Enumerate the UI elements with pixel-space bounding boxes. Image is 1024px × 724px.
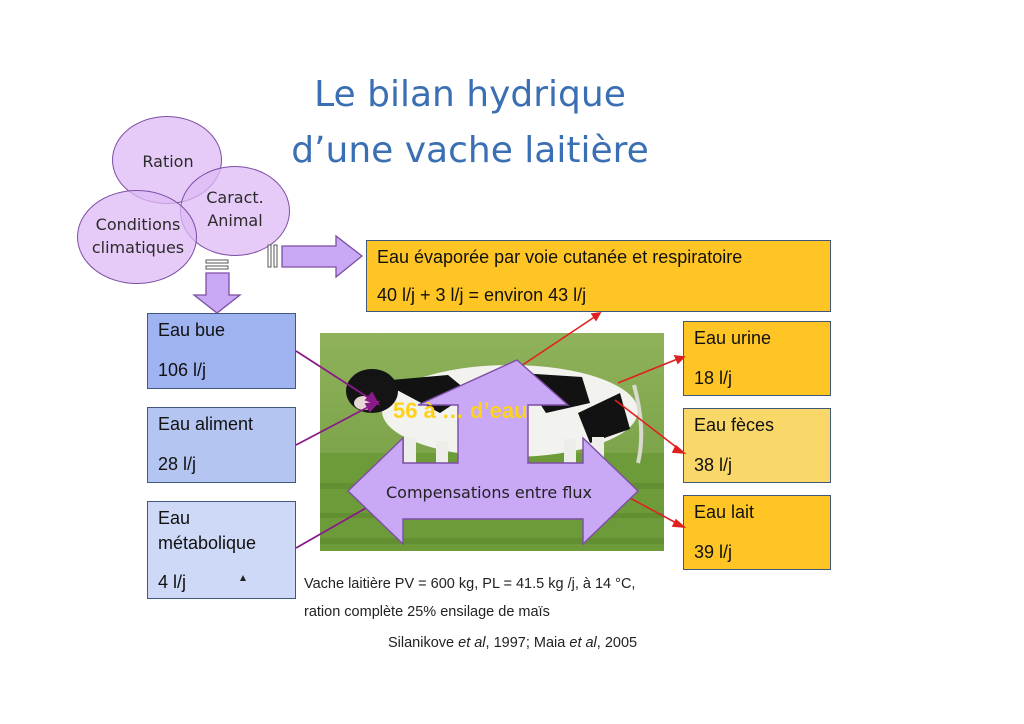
small-triangle-marker xyxy=(240,575,246,581)
output-value-eau-lait: 39 l/j xyxy=(694,542,733,562)
input-label-eau-metabolique-line-2: métabolique xyxy=(158,533,257,553)
input-label-eau-metabolique-line-1: Eau xyxy=(158,508,191,528)
evaporation-label: Eau évaporée par voie cutanée et respiratoire xyxy=(377,247,743,267)
conditions-label-line-2: climatiques xyxy=(91,238,185,257)
factors-to-inputs-arrow xyxy=(194,260,240,313)
input-label-eau-bue: Eau bue xyxy=(158,320,226,340)
page-title-line-1: Le bilan hydrique xyxy=(314,74,626,115)
evaporation-value: 40 l/j + 3 l/j = environ 43 l/j xyxy=(377,285,587,305)
output-label-eau-lait: Eau lait xyxy=(694,502,755,522)
study-note-line-2: ration complète 25% ensilage de maïs xyxy=(304,604,550,620)
output-label-eau-feces: Eau fèces xyxy=(694,415,775,435)
caract-animal-label-line-1: Caract. xyxy=(206,188,264,207)
input-label-eau-aliment: Eau aliment xyxy=(158,414,254,434)
input-value-eau-aliment: 28 l/j xyxy=(158,454,197,474)
input-value-eau-bue: 106 l/j xyxy=(158,360,207,380)
output-value-eau-feces: 38 l/j xyxy=(694,455,733,475)
ration-label: Ration xyxy=(142,152,194,171)
conditions-label-line-1: Conditions xyxy=(95,215,181,234)
input-flow-arrows xyxy=(296,351,380,548)
compensation-label: Compensations entre flux xyxy=(386,483,592,502)
study-note-line-1: Vache laitière PV = 600 kg, PL = 41.5 kg /j, à 14 °C, xyxy=(304,576,636,592)
factors-to-evaporation-arrow xyxy=(268,236,362,277)
output-label-eau-urine: Eau urine xyxy=(694,328,772,348)
photo-overlay-text: 56 à … d’eau xyxy=(393,398,528,423)
compensation-arrow xyxy=(348,360,638,544)
caract-animal-label-line-2: Animal xyxy=(207,211,263,230)
input-value-eau-metabolique: 4 l/j xyxy=(158,572,187,592)
citation: Silanikove et al, 1997; Maia et al, 2005 xyxy=(388,635,638,651)
page-title-line-2: d’une vache laitière xyxy=(291,130,649,171)
output-value-eau-urine: 18 l/j xyxy=(694,368,733,388)
